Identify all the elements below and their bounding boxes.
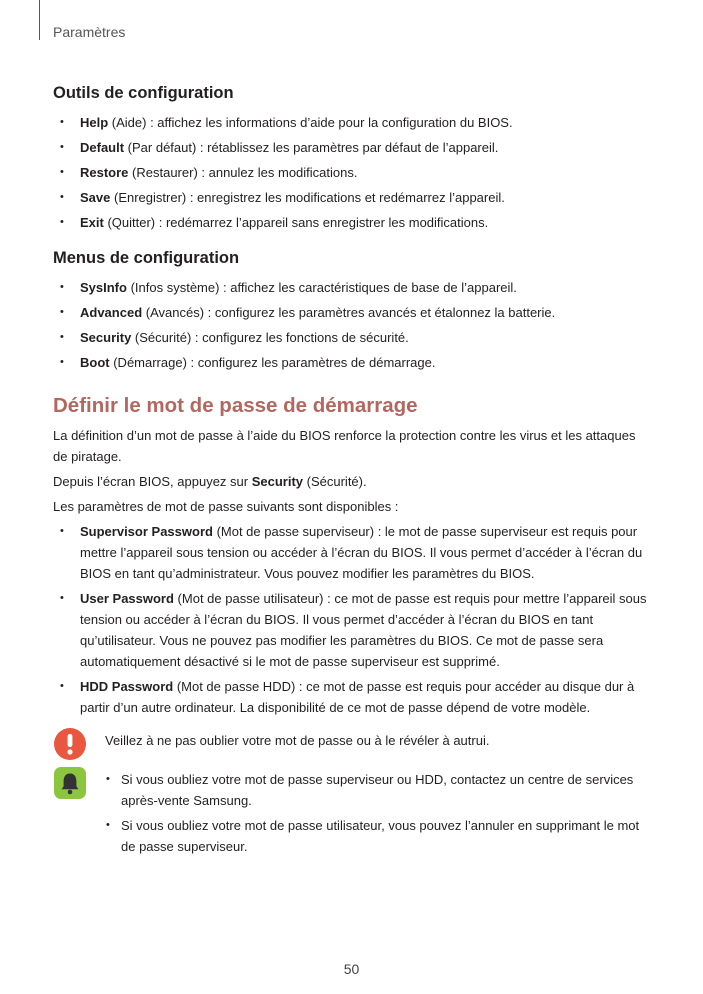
list-item: • Advanced (Avancés) : configurez les paramètres avancés et étalonnez la batterie. (53, 302, 653, 323)
caution-icon (53, 727, 87, 761)
page-number: 50 (343, 961, 360, 977)
bell-icon (53, 766, 87, 800)
header-rule (39, 0, 40, 40)
caution-text: Veillez à ne pas oublier votre mot de passe ou à le révéler à autrui. (105, 733, 490, 748)
list-item: • Restore (Restaurer) : annulez les modifications. (53, 162, 653, 183)
info-note (53, 769, 653, 857)
tools-list (53, 112, 653, 233)
list-item: • Si vous oubliez votre mot de passe utilisateur, vous pouvez l’annuler en supprimant le mot de passe superviseur. (105, 815, 653, 857)
list-item: • Default (Par défaut) : rétablissez les paramètres par défaut de l’appareil. (53, 137, 653, 158)
menus-heading: Menus de configuration (53, 249, 240, 267)
page-header-title: Paramètres (53, 24, 126, 40)
password-section-heading: Définir le mot de passe de démarrage (53, 394, 418, 417)
password-available: Les paramètres de mot de passe suivants sont disponibles : (53, 499, 399, 514)
list-item: • Boot (Démarrage) : configurez les paramètres de démarrage. (53, 352, 653, 373)
password-intro: La définition d’un mot de passe à l’aide du BIOS renforce la protection contre les virus et les attaques de piratage. (53, 428, 636, 464)
caution-note (53, 730, 653, 751)
list-item: • User Password (Mot de passe utilisateur) : ce mot de passe est requis pour mettre l’appareil sous tension ou accéder à l’écran du BIOS. Il vous permet d’accéder à l’écran du BIOS en tant qu’utilisateur. Vous ne pouvez pas modifier les paramètres du BIOS. Ce mot de passe sera automatiquement désactivé si le mot de passe superviseur est supprimé. (53, 588, 653, 672)
list-item: • SysInfo (Infos système) : affichez les caractéristiques de base de l’appareil. (53, 277, 653, 298)
page-content (53, 82, 653, 861)
list-item: • HDD Password (Mot de passe HDD) : ce mot de passe est requis pour accéder au disque dur à partir d’un autre ordinateur. La disponibilité de ce mot de passe dépend de votre modèle. (53, 676, 653, 718)
list-item: • Exit (Quitter) : redémarrez l’appareil sans enregistrer les modifications. (53, 212, 653, 233)
list-item: • Security (Sécurité) : configurez les fonctions de sécurité. (53, 327, 653, 348)
info-list (105, 769, 653, 857)
list-item: • Si vous oubliez votre mot de passe superviseur ou HDD, contactez un centre de services après-vente Samsung. (105, 769, 653, 811)
menus-list (53, 277, 653, 373)
password-step: Depuis l’écran BIOS, appuyez sur Security (Sécurité). (53, 474, 367, 489)
tools-heading: Outils de configuration (53, 84, 234, 102)
list-item: • Save (Enregistrer) : enregistrez les modifications et redémarrez l’appareil. (53, 187, 653, 208)
list-item: • Help (Aide) : affichez les informations d’aide pour la configuration du BIOS. (53, 112, 653, 133)
password-list (53, 521, 653, 718)
list-item: • Supervisor Password (Mot de passe superviseur) : le mot de passe superviseur est requis pour mettre l’appareil sous tension ou accéder à l’écran du BIOS. Il vous permet d’accéder à l’écran du BIOS en tant qu’administrateur. Vous pouvez modifier les paramètres du BIOS. (53, 521, 653, 584)
